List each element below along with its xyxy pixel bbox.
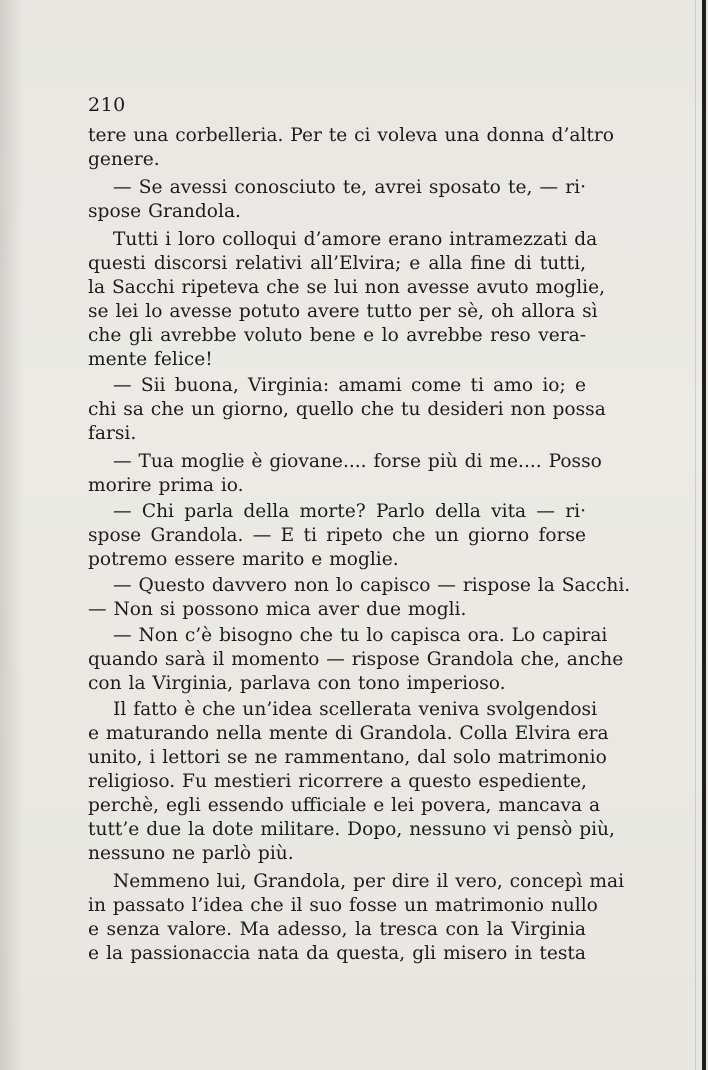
page-edge-shadow (0, 0, 24, 1070)
text-line: che gli avrebbe voluto bene e lo avrebbe reso vera- (88, 325, 586, 346)
text-line: — Sii buona, Virginia: amami come ti amo io; e (113, 375, 586, 396)
text-line: potremo essere marito e moglie. (88, 549, 399, 570)
text-line: Il fatto è che un’idea scellerata veniva svolgendosi (113, 699, 598, 720)
text-line: e senza valore. Ma adesso, la tresca con la Virginia (88, 919, 586, 940)
text-line: nessuno ne parlò più. (88, 843, 294, 864)
text-line: spose Grandola. — E ti ripeto che un giorno forse (88, 525, 586, 546)
text-line: questi discorsi relativi all’Elvira; e alla fine di tutti, (88, 253, 586, 274)
scan-border (702, 0, 706, 1070)
text-line: unito, i lettori se ne rammentano, dal solo matrimonio (88, 747, 607, 768)
text-line: tutt’e due la dote militare. Dopo, nessuno vi pensò più, (88, 819, 615, 840)
text-line: spose Grandola. (88, 201, 241, 222)
text-line: farsi. (88, 423, 137, 444)
page-fold-line (695, 0, 696, 1070)
text-line: — Chi parla della morte? Parlo della vita — ri· (113, 501, 586, 522)
text-line: religioso. Fu mestieri ricorrere a questo espediente, (88, 771, 587, 792)
text-line: se lei lo avesse potuto avere tutto per sè, oh allora sì (88, 301, 598, 322)
text-line: in passato l’idea che il suo fosse un matrimonio nullo (88, 895, 598, 916)
text-line: — Se avessi conosciuto te, avrei sposato te, — ri· (113, 177, 586, 198)
text-line: — Non si possono mica aver due mogli. (88, 599, 467, 620)
text-line: tere una corbelleria. Per te ci voleva una donna d’altro (88, 125, 614, 146)
page-number: 210 (88, 94, 126, 116)
text-line: — Tua moglie è giovane.... forse più di me.... Posso (113, 451, 602, 472)
text-line: — Questo davvero non lo capisco — rispose la Sacchi. (113, 575, 631, 596)
text-line: genere. (88, 149, 160, 170)
text-line: quando sarà il momento — rispose Grandola che, anche (88, 649, 624, 670)
text-line: mente felice! (88, 349, 213, 370)
text-line: Nemmeno lui, Grandola, per dire il vero, concepì mai (113, 871, 625, 892)
text-line: con la Virginia, parlava con tono imperioso. (88, 673, 506, 694)
text-line: Tutti i loro colloqui d’amore erano intramezzati da (113, 229, 598, 250)
text-line: perchè, egli essendo ufficiale e lei povera, mancava a (88, 795, 601, 816)
text-line: e la passionaccia nata da questa, gli misero in testa (88, 943, 586, 964)
text-line: chi sa che un giorno, quello che tu desideri non possa (88, 399, 606, 420)
text-line: la Sacchi ripeteva che se lui non avesse avuto moglie, (88, 277, 606, 298)
text-line: — Non c’è bisogno che tu lo capisca ora. Lo capirai (113, 625, 608, 646)
text-line: morire prima io. (88, 475, 244, 496)
text-line: e maturando nella mente di Grandola. Colla Elvira era (88, 723, 609, 744)
